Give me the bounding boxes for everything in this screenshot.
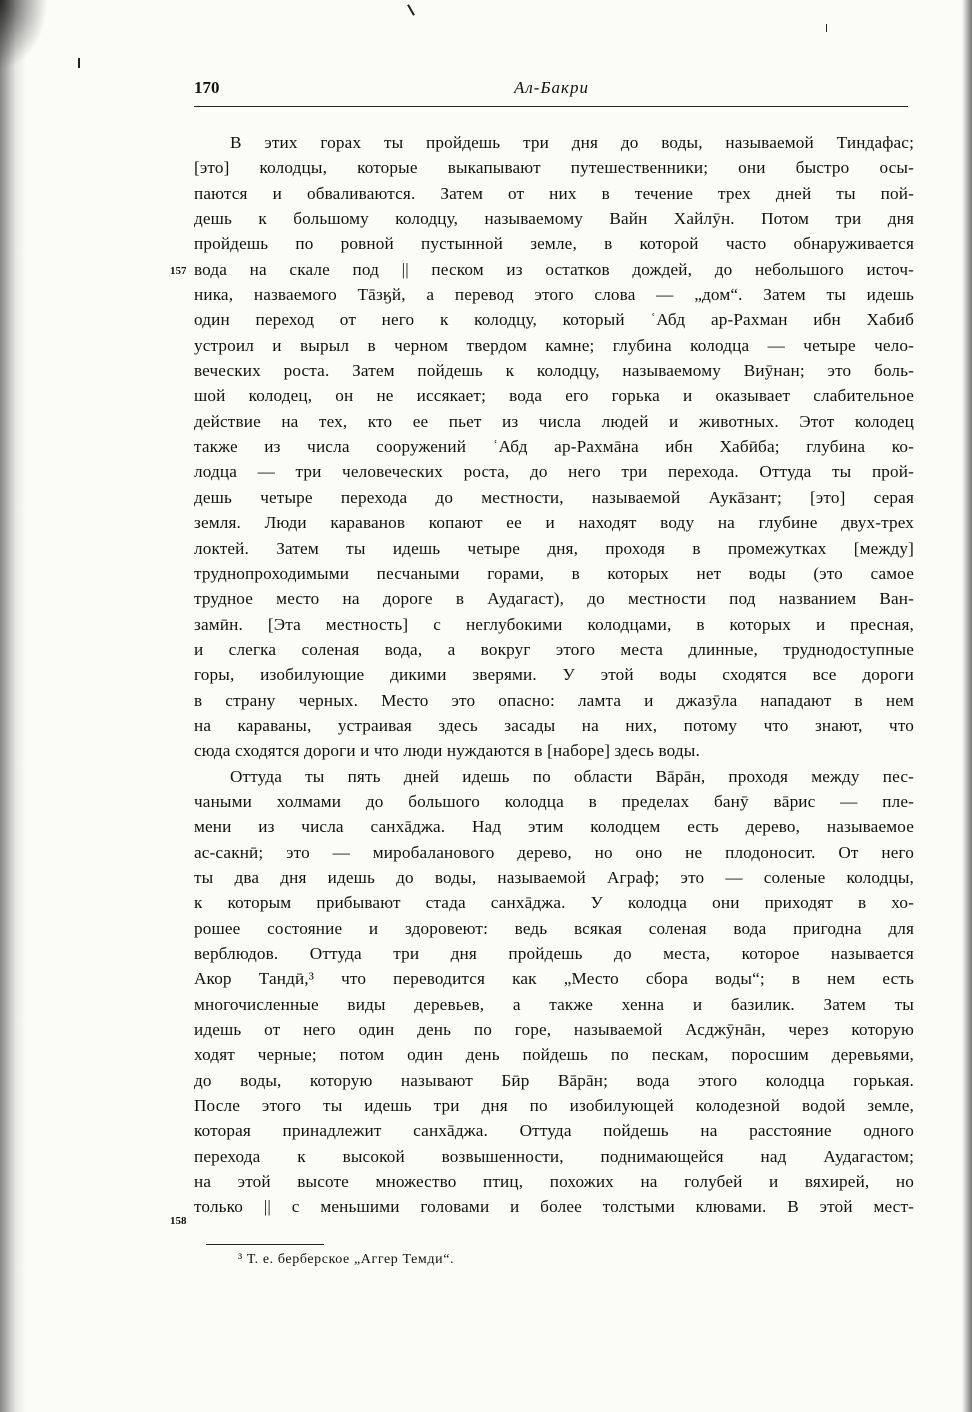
page-number: 170 (194, 78, 220, 97)
text-line: на караваны, устраивая здесь засады на них, потому что знают, что (194, 715, 914, 735)
text-line: к которым прибывают стада санхāджа. У колодца они приходят в хо- (194, 893, 914, 913)
text-line: шой колодец, он не иссякает; вода его горька и оказывает слабительное (194, 386, 914, 406)
text-line: ас-сакнӣ; это — миробаланового дерево, но оно не плодоносит. От него (194, 842, 914, 862)
text-line: пройдешь по ровной пустынной земле, в которой часто обнаруживается (194, 234, 914, 254)
text-line: многочисленные виды деревьев, а также хенна и базилик. Затем ты (194, 994, 914, 1014)
text-line: сюда сходятся дороги и что люди нуждаются в [наборе] здесь воды. (194, 741, 700, 761)
text-line: верблюдов. Оттуда три дня пройдешь до места, которое называется (194, 944, 914, 963)
text-line: дешь к большому колодцу, называемому Вайн Хайлӯн. Потом три дня (194, 209, 914, 229)
text-line: мени из числа санхāджа. Над этим колодцем есть дерево, называемое (194, 817, 914, 837)
text-line: вода на скале под || песком из остатков дождей, до небольшого источ- (194, 259, 914, 279)
text-line: [это] колодцы, которые выкапывают путешественники; они быстро осы- (194, 158, 914, 178)
header-rule (194, 106, 908, 107)
text-line: до воды, которую называют Бӣр Вāрāн; вода этого колодца горькая. (194, 1070, 914, 1090)
scan-speck (407, 4, 415, 15)
text-line: замӣн. [Эта местность] с неглубокими колодцами, в которых и пресная, (194, 614, 914, 634)
scan-speck (78, 58, 80, 68)
margin-line-number-157: 157 (170, 265, 187, 277)
footnote: ³ Т. е. берберское „Аггер Темди“. (238, 1252, 455, 1267)
scan-speck (826, 24, 827, 32)
text-line: которая принадлежит санхāджа. Оттуда пойдешь на расстояние одного (194, 1121, 914, 1141)
text-line: перехода к высокой возвышенности, поднимающейся над Аудагастом; (194, 1146, 914, 1166)
text-line: Оттуда ты пять дней идешь по области Вāрāн, проходя между пес- (230, 766, 914, 786)
text-line: в страну черных. Место это опасно: ламта и джазӯла нападают в нем (194, 690, 914, 710)
text-line: действие на тех, кто ее пьет из числа людей и животных. Этот колодец (194, 411, 914, 431)
text-line: труднопроходимыми песчаными горами, в которых нет воды (это самое (194, 563, 914, 583)
scan-shadow-left (0, 0, 26, 1412)
text-line: земля. Люди караванов копают ее и находят воду на глубине двух-трех (194, 513, 914, 533)
text-line: чаными холмами до большого колодца в пределах банӯ вāрис — пле- (194, 791, 914, 811)
text-line: Акор Тандӣ,³ что переводится как „Место сбора воды“; в нем есть (194, 969, 914, 989)
text-line: и слегка соленая вода, а вокруг этого места длинные, труднодоступные (194, 639, 914, 659)
text-line: на этой высоте множество птиц, похожих на голубей и вяхирей, но (194, 1172, 914, 1192)
text-line: идешь от него один день по горе, называемой Асджӯнāн, через которую (194, 1020, 914, 1040)
text-line: ходят черные; потом один день пойдешь по пескам, поросшим деревьями, (194, 1045, 914, 1065)
text-line: ника, назваемого Тāзӄй, а перевод этого слова — „дом“. Затем ты идешь (194, 285, 914, 305)
text-line: рошее состояние и здоровеют: ведь всякая соленая вода пригодна для (194, 918, 914, 938)
text-line: веческих роста. Затем пойдешь к колодцу, называемому Виӯнан; это боль- (194, 361, 914, 381)
text-line: ты два дня идешь до воды, называемой Аграф; это — соленые колодцы, (194, 867, 914, 887)
scan-shadow-corner (0, 0, 48, 70)
text-line: После этого ты идешь три дня по изобилующей колодезной водой земле, (194, 1096, 914, 1116)
scan-shadow-right (962, 0, 972, 1412)
text-line: дешь четыре перехода до местности, называемой Аукāзант; [это] серая (194, 487, 914, 507)
text-line: паются и обваливаются. Затем от них в течение трех дней ты пой- (194, 183, 914, 203)
text-line: горы, изобилующие дикими зверями. У этой воды сходятся все дороги (194, 665, 914, 685)
body-text (194, 130, 914, 1220)
text-line: лодца — три человеческих роста, до него три перехода. Оттуда ты прой- (194, 462, 914, 482)
page-header (194, 78, 908, 104)
text-line: устроил и вырыл в черном твердом камне; глубина колодца — четыре чело- (194, 335, 914, 355)
text-line: только || с меньшими головами и более толстыми клювами. В этой мест- (194, 1197, 914, 1217)
text-line: трудное место на дороге в Аудагаст), до местности под названием Ван- (194, 589, 914, 609)
text-line: В этих горах ты пройдешь три дня до воды, называемой Тиндафас; (230, 133, 914, 152)
margin-line-number-158: 158 (170, 1215, 187, 1227)
footnote-rule (206, 1244, 324, 1245)
text-line: локтей. Затем ты идешь четыре дня, проходя в промежутках [между] (194, 538, 914, 558)
text-line: один переход от него к колодцу, который ʿАбд ар-Рахман ибн Хабиб (194, 310, 914, 330)
text-line: также из числа сооружений ʿАбд ар-Рахмāна ибн Хабӣба; глубина ко- (194, 437, 914, 457)
running-title: Ал-Бакри (514, 78, 589, 97)
